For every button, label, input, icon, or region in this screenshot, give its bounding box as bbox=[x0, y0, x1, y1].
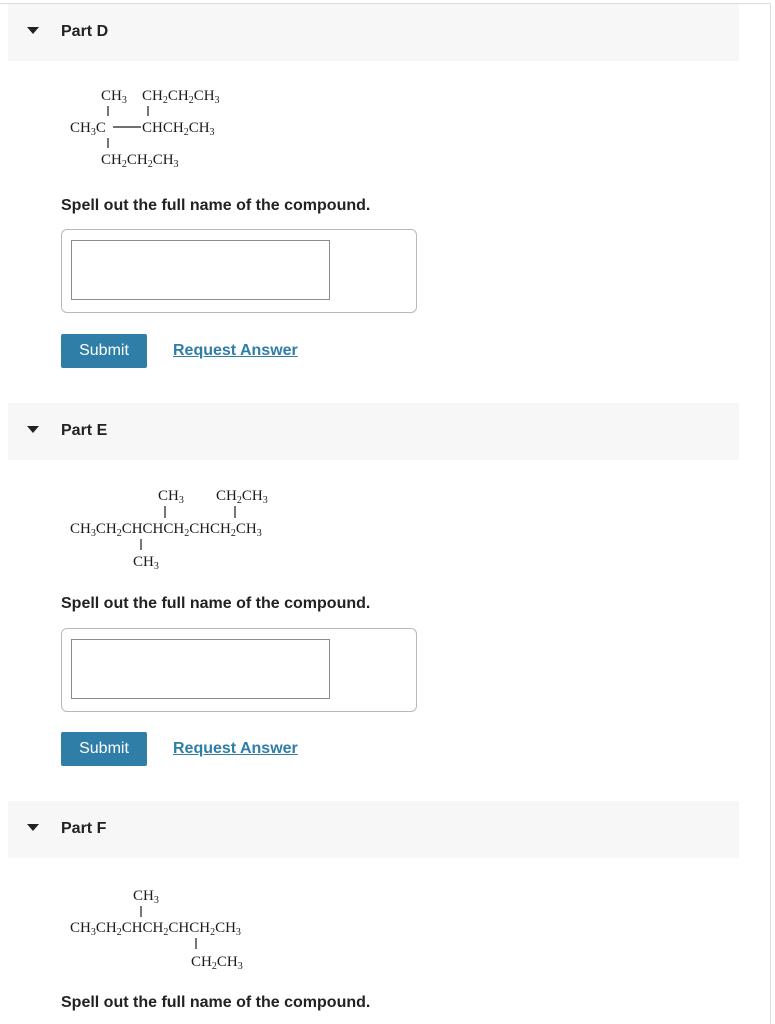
part-d-chch2ch3: $CHCH_2CH_3$ bbox=[142, 120, 215, 138]
part-d-submit-button[interactable]: Submit bbox=[61, 334, 147, 368]
part-e-header[interactable] bbox=[8, 403, 739, 460]
caret-down-icon[interactable] bbox=[27, 27, 39, 34]
part-f-title: Part F bbox=[61, 820, 107, 837]
part-f-ch3-top: $CH_3$ bbox=[133, 888, 159, 906]
part-e-request-answer-link[interactable]: Request Answer bbox=[173, 740, 298, 757]
part-d-ch3c: $CH_3C$ bbox=[70, 120, 106, 138]
caret-down-icon[interactable] bbox=[27, 426, 39, 433]
part-d-ch3-top: $CH_3$ bbox=[101, 88, 127, 106]
part-d-answer-box bbox=[61, 229, 417, 313]
part-e-prompt: Spell out the full name of the compound. bbox=[61, 595, 371, 612]
part-e-main-chain: $CH_3CH_2CHCHCH_2CHCH_2CH_3$ bbox=[70, 521, 262, 539]
caret-down-icon[interactable] bbox=[27, 824, 39, 831]
part-d-request-answer-link[interactable]: Request Answer bbox=[173, 342, 298, 359]
part-d-propyl-bottom: $CH_2CH_2CH_3$ bbox=[101, 152, 179, 170]
part-d-answer-input[interactable] bbox=[71, 240, 330, 300]
part-d-structure bbox=[0, 78, 300, 178]
part-d-prompt: Spell out the full name of the compound. bbox=[61, 197, 371, 214]
part-d-title: Part D bbox=[61, 23, 109, 40]
part-f-main-chain: $CH_3CH_2CHCH_2CHCH_2CH_3$ bbox=[70, 920, 241, 938]
part-e-structure bbox=[0, 478, 360, 578]
right-divider bbox=[770, 3, 771, 1024]
part-e-submit-button[interactable]: Submit bbox=[61, 732, 147, 766]
part-d-propyl-top: $CH_2CH_2CH_3$ bbox=[142, 88, 220, 106]
part-e-answer-input[interactable] bbox=[71, 639, 330, 699]
part-f-structure bbox=[0, 880, 330, 980]
part-e-ethyl-top: $CH_2CH_3$ bbox=[216, 488, 268, 506]
part-f-header[interactable] bbox=[8, 801, 739, 858]
part-e-ch3-bottom: $CH_3$ bbox=[133, 554, 159, 572]
part-f-prompt: Spell out the full name of the compound. bbox=[61, 994, 371, 1011]
part-f-ethyl-bottom: $CH_2CH_3$ bbox=[191, 954, 243, 972]
part-e-ch3-top: $CH_3$ bbox=[158, 488, 184, 506]
part-d-header[interactable] bbox=[8, 4, 739, 61]
part-e-title: Part E bbox=[61, 422, 108, 439]
part-e-answer-box bbox=[61, 628, 417, 712]
